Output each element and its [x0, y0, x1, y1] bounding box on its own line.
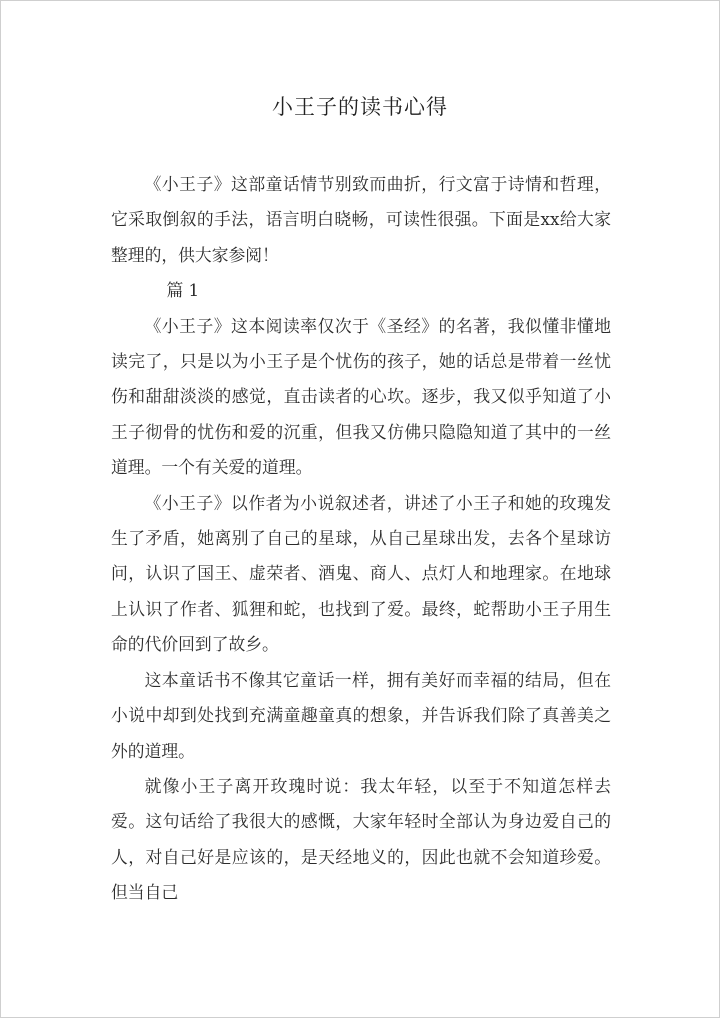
intro-paragraph: 《小王子》这部童话情节别致而曲折，行文富于诗情和哲理，它采取倒叙的手法，语言明白晓畅，可读性很强。下面是xx给大家整理的，供大家参阅！	[111, 174, 611, 265]
body-paragraph-4: 就像小王子离开玫瑰时说：我太年轻，以至于不知道怎样去爱。这句话给了我很大的感慨，大家年轻时全部认为身边爱自己的人，对自己好是应该的，是天经地义的，因此也就不会知道珍爱。但当自己	[111, 775, 611, 903]
body-paragraph-2: 《小王子》以作者为小说叙述者，讲述了小王子和她的玫瑰发生了矛盾，她离别了自己的星球，从自己星球出发，去各个星球访问，认识了国王、虚荣者、酒鬼、商人、点灯人和地理家。在地球上认识了作者、狐狸和蛇，也找到了爱。最终，蛇帮助小王子用生命的代价回到了故乡。	[111, 492, 611, 655]
document-body	[111, 167, 611, 911]
section-heading: 篇 1	[166, 280, 200, 301]
body-paragraph-3: 这本童话书不像其它童话一样，拥有美好而幸福的结局，但在小说中却到处找到充满童趣童真的想象，并告诉我们除了真善美之外的道理。	[111, 669, 611, 761]
document-title: 小王子的读书心得	[272, 95, 448, 119]
body-paragraph-1: 《小王子》这本阅读率仅次于《圣经》的名著，我似懂非懂地读完了，只是以为小王子是个忧伤的孩子，她的话总是带着一丝忧伤和甜甜淡淡的感觉，直击读者的心坎。逐步，我又似乎知道了小王子彻骨的忧伤和爱的沉重，但我又仿佛只隐隐知道了其中的一丝道理。一个有关爱的道理。	[111, 315, 611, 478]
